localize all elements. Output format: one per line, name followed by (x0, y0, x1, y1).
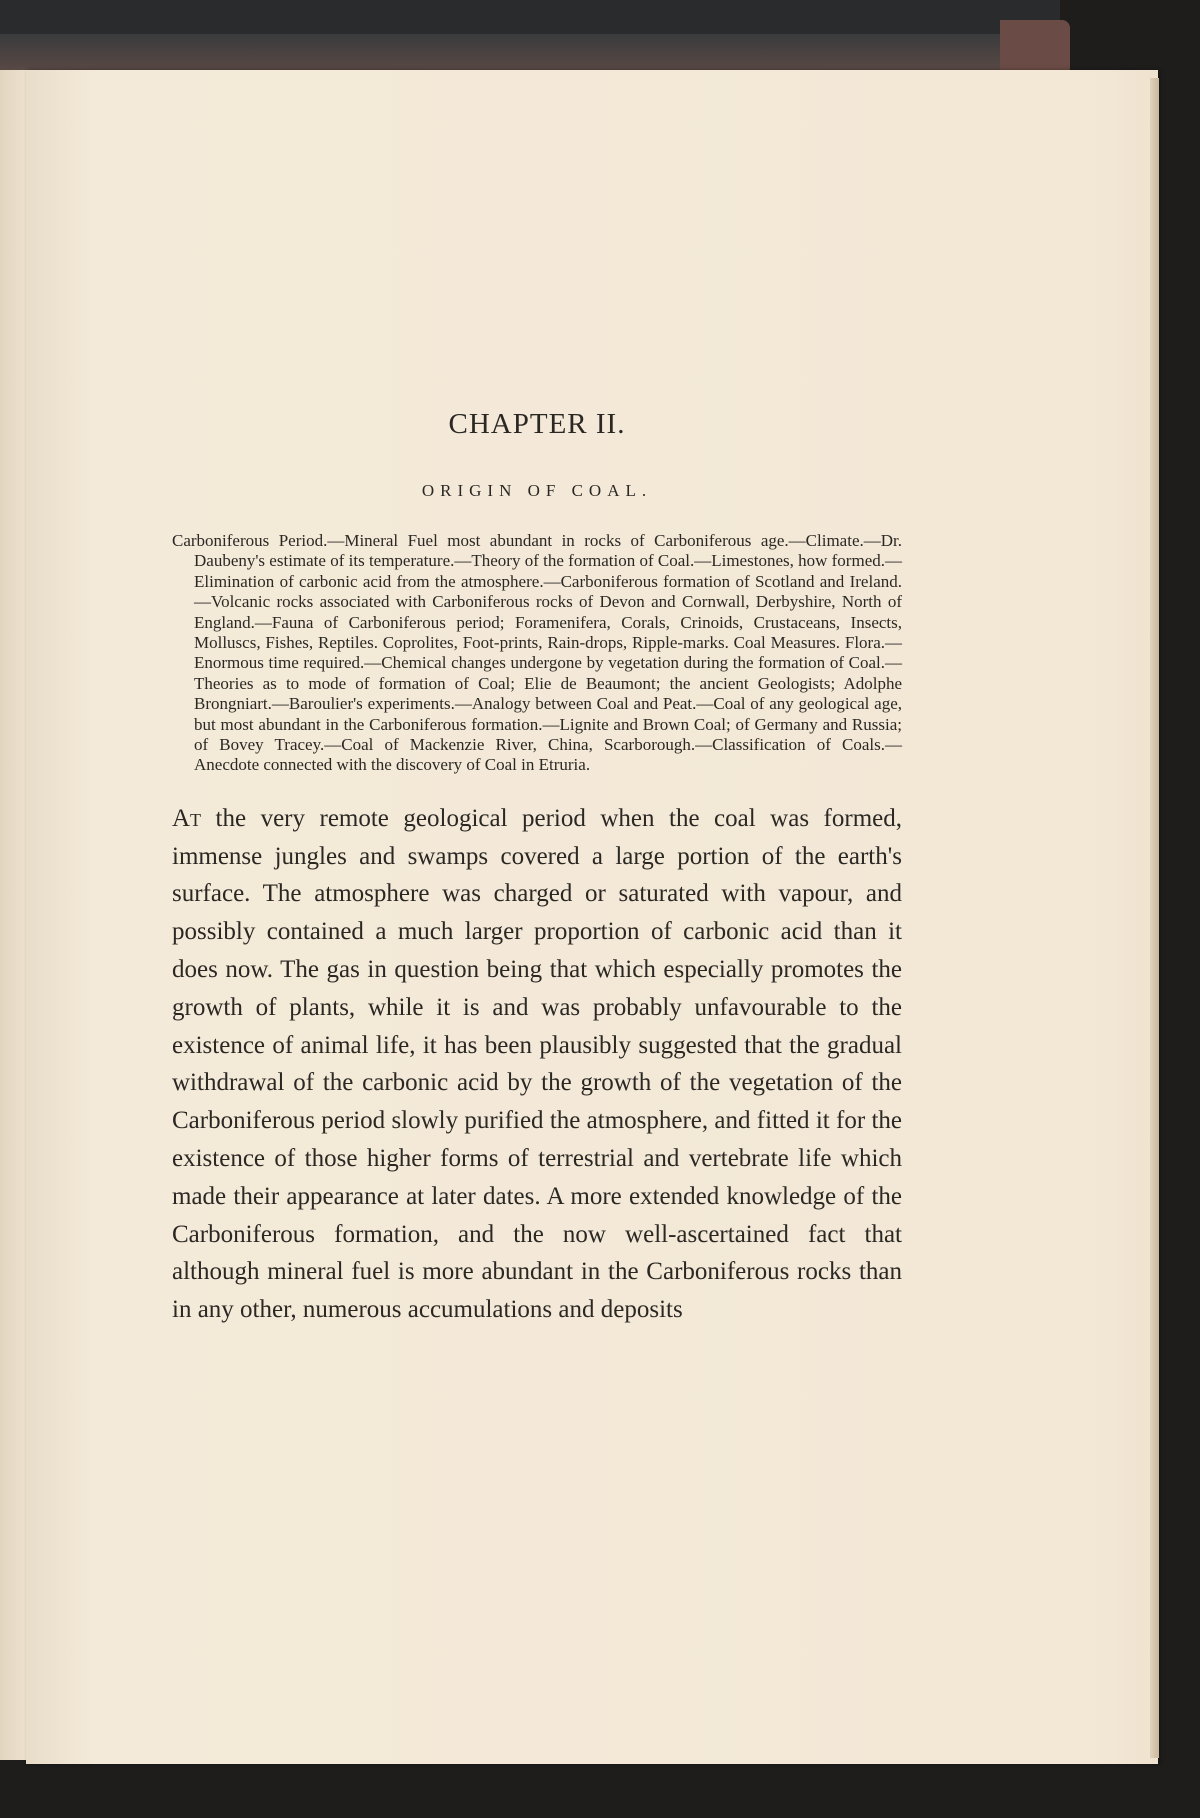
page-content (172, 408, 902, 1329)
lead-in: At (172, 804, 202, 832)
chapter-title: CHAPTER II. (448, 408, 626, 440)
body-paragraph (172, 800, 902, 1329)
chapter-subtitle: ORIGIN OF COAL. (421, 481, 653, 500)
book-cover-edge (0, 34, 1060, 74)
chapter-summary: Carboniferous Period.—Mineral Fuel most abundant in rocks of Carboniferous age.—Climate.—Dr. Daubeny's estimate of its temperature.—Theory of the formation of Coal.—Limestones, how formed.—Elimination of carbonic acid from the atmosphere.—Carboniferous formation of Scotland and Ireland.—Volcanic rocks associated with Carboniferous rocks of Devon and Cornwall, Derbyshire, North of England.—Fauna of Carboniferous period; Foramenifera, Corals, Crinoids, Crustaceans, Insects, Molluscs, Fishes, Reptiles. Coprolites, Foot-prints, Rain-drops, Ripple-marks. Coal Measures. Flora.—Enormous time required.—Chemical changes undergone by vegetation during the formation of Coal.—Theories as to mode of formation of Coal; Elie de Beaumont; the ancient Geologists; Adolphe Brongniart.—Baroulier's experiments.—Analogy between Coal and Peat.—Coal of any geological age, but most abundant in the Carboniferous formation.—Lignite and Brown Coal; of Germany and Russia; of Bovey Tracey.—Coal of Mackenzie River, China, Scarborough.—Classification of Coals.—Anecdote connected with the discovery of Coal in Etruria. (172, 531, 902, 775)
body-text: the very remote geological period when the coal was formed, immense jungles and swamps covered a large portion of the earth's surface. The atmosphere was charged or saturated with vapour, and possibly contained a much larger proportion of carbonic acid than it does now. The gas in question being that which especially promotes the growth of plants, while it is and was probably unfavourable to the existence of animal life, it has been plausibly suggested that the gradual withdrawal of the carbonic acid by the growth of the vegetation of the Carboniferous period slowly purified the atmosphere, and fitted it for the existence of those higher forms of terrestrial and vertebrate life which made their appearance at later dates. A more extended knowledge of the Carboniferous formation, and the now well-ascertained fact that although mineral fuel is more abundant in the Carboniferous rocks than in any other, numerous accumulations and deposits (172, 804, 902, 1324)
page-fore-edge (1150, 78, 1159, 1758)
